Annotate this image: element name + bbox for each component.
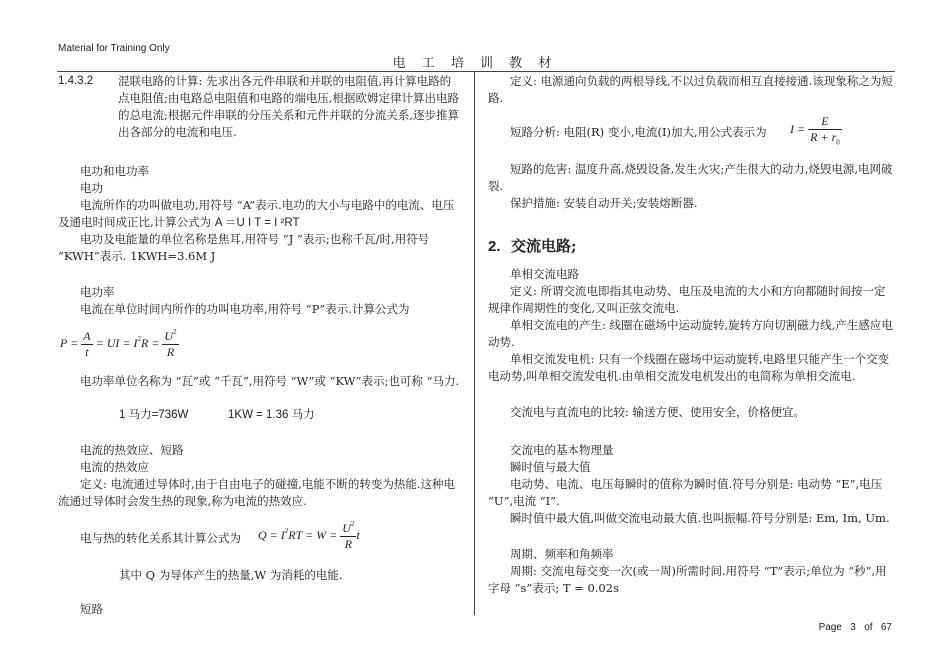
short-circuit-definition: 定义: 电源通向负载的两根导线,不以过负载而相互直接接通.该现象称之为短路.	[488, 74, 893, 105]
power-formula: P = $\frac{A}{t}$ = UI = $I^2R$ = $\frac{U^2}{R}$	[60, 328, 177, 359]
column-divider	[474, 71, 475, 615]
heat-formula: $Q = I^2RT = W$ = $\frac{U^2}{R}$ t	[258, 520, 360, 551]
section-2-heading: 2. 交流电路;	[488, 237, 577, 255]
short-circuit-formula: I = $\frac{E}{R + r_0}$	[790, 114, 840, 147]
heading-power-energy: 电功和电功率	[80, 164, 149, 178]
work-definition: 电流所作的功叫做电功,用符号 “A”表示.电功的大小与电路中的电流、电压及通电时间成正比,计算公式为 A ＝U I T = I ²RT	[58, 198, 455, 229]
ac-generator: 单相交流发电机: 只有一个线圈在磁场中运动旋转,电路里只能产生一个交变电动势,叫单相交流发电机.由单相交流发电机发出的电简称为单相交流电.	[488, 352, 890, 383]
heading-basic-quantities: 交流电的基本物理量	[510, 443, 614, 457]
mixed-circuit-text: 混联电路的计算: 先求出各元件串联和并联的电阻值,再计算电路的点电阻值;由电路总电阻值和电路的端电压,根据欧姆定律计算出电路的总电流;根据元件串联的分压关系和元件并联的分流关系,逐步推算出各部分的电流和电压.	[118, 74, 460, 139]
short-circuit-analysis: 短路分析: 电阻(R) 变小,电流(I)加大,用公式表示为	[510, 125, 767, 139]
heading-instant-max: 瞬时值与最大值	[510, 460, 591, 474]
kilowatt-to-horsepower: 1KW = 1.36 马力	[228, 409, 315, 421]
horsepower-to-watt: 1 马力=736W	[119, 409, 189, 421]
period-definition: 周期: 交流电每交变一次(或一周)所需时间.用符号 “T”表示;单位为 “秒”,用字母 “s”表示; T = 0.02s	[488, 564, 887, 595]
heading-heat-effect: 电流的热效应	[80, 460, 149, 474]
heading-electric-work: 电功	[80, 181, 103, 195]
page-title: 电 工 培 训 教 材	[392, 56, 558, 71]
training-label: Material for Training Only	[58, 43, 170, 54]
heading-single-phase: 单相交流电路	[510, 267, 579, 281]
section-number: 1.4.3.2	[58, 75, 94, 87]
work-formula: A ＝U I T = I ²RT	[214, 217, 300, 229]
heat-note: 其中 Q 为导体产生的热量,W 为消耗的电能.	[119, 568, 343, 582]
work-unit: 电功及电能量的单位名称是焦耳,用符号 “J ”表示;也称千瓦/时,用符号 “KWH”表示. 1KWH=3.6M J	[58, 232, 430, 263]
heading-short-circuit: 短路	[80, 602, 103, 616]
heading-power: 电功率	[80, 285, 115, 299]
power-definition: 电流在单位时间内所作的功叫电功率,用符号 “P”表示.计算公式为	[80, 302, 410, 316]
power-unit: 电功率单位名称为 “瓦”或 “千瓦”,用符号 “W”或 “KW”表示;也可称 “马力.	[80, 374, 460, 388]
short-circuit-harm: 短路的危害: 温度升高,烧毁设备,发生火灾;产生很大的动力,烧毁电源,电网破裂.	[488, 162, 893, 193]
ac-generation: 单相交流电的产生: 线圈在磁场中运动旋转,旋转方向切割磁力线,产生感应电动势.	[488, 318, 893, 349]
heading-period-frequency: 周期、频率和角频率	[510, 547, 614, 561]
max-value-definition: 瞬时值中最大值,叫做交流电动最大值.也叫振幅.符号分别是: Em, Im, Um.	[510, 511, 890, 525]
protection-measures: 保护措施: 安装自动开关;安装熔断器.	[510, 196, 698, 210]
page-number-footer: Page 3 of 67	[818, 622, 892, 633]
header-rule	[57, 71, 895, 72]
ac-definition: 定义: 所谓交流电即指其电动势、电压及电流的大小和方向都随时间按一定规律作周期性的变化,又叫正弦交流电.	[488, 284, 886, 315]
heat-definition: 定义: 电流通过导体时,由于自由电子的碰撞,电能不断的转变为热能.这种电流通过导体时会发生热的现象,称为电流的热效应.	[58, 477, 455, 508]
heading-heat-short: 电流的热效应、短路	[80, 443, 184, 457]
heat-relation-text: 电与热的转化关系其计算公式为	[80, 531, 241, 545]
ac-dc-comparison: 交流电与直流电的比较: 输送方便、使用安全，价格便宜。	[510, 405, 806, 419]
instant-value-definition: 电动势、电流、电压每瞬时的值称为瞬时值.符号分别是: 电动势 “E”,电压 “U”,电流 “I”.	[488, 477, 883, 508]
